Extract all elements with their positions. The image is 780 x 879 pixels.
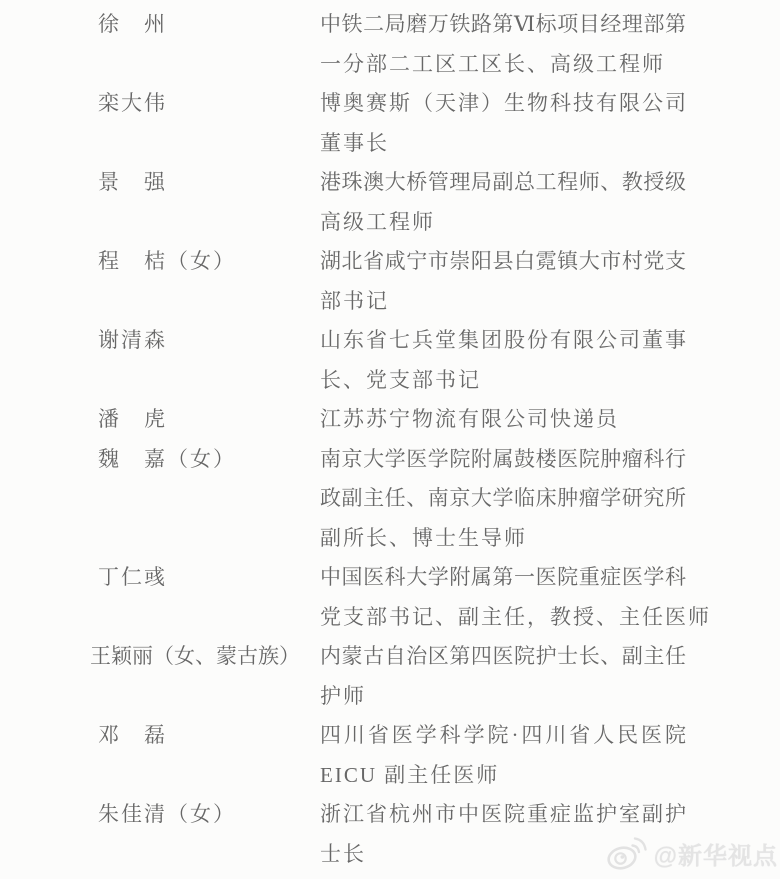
list-item: [98, 558, 780, 637]
title-line: 党支部书记、副主任，教授、主任医师: [320, 604, 711, 629]
person-name: 徐 州: [98, 12, 167, 36]
title-line: 南京大学医学院附属鼓楼医院肿瘤科行: [320, 446, 686, 471]
list-item: [98, 84, 780, 163]
person-title: [320, 163, 710, 242]
person-name: 王颖丽（女、蒙古族）: [90, 644, 300, 668]
title-line: 士长: [320, 841, 366, 866]
title-line: 博奥赛斯（天津）生物科技有限公司: [320, 91, 686, 115]
title-line: 副所长、博士生导师: [320, 525, 527, 550]
person-name: 景 强: [98, 170, 167, 194]
list-item: [98, 242, 780, 321]
person-title: [320, 242, 710, 321]
list-item: [98, 440, 780, 559]
title-line: 浙江省杭州市中医院重症监护室副护: [320, 802, 686, 826]
title-line: 内蒙古自治区第四医院护士长、副主任: [320, 644, 686, 668]
person-name: 谢清森: [98, 328, 167, 352]
title-line: EICU 副主任医师: [320, 762, 500, 787]
title-line: 高级工程师: [320, 209, 435, 234]
title-line: 港珠澳大桥管理局副总工程师、教授级: [320, 170, 686, 194]
person-title: [320, 637, 710, 716]
title-line: 四川省医学科学院·四川省人民医院: [320, 723, 686, 747]
person-title: [320, 5, 710, 84]
person-title: [320, 716, 710, 795]
title-line: 董事长: [320, 130, 389, 155]
person-name: 丁仁彧: [98, 565, 167, 589]
person-name: 程 桔（女）: [98, 249, 236, 273]
person-name: 魏 嘉（女）: [98, 446, 236, 471]
list-item: [98, 400, 780, 440]
title-line: 中铁二局磨万铁路第Ⅵ标项目经理部第: [320, 12, 686, 36]
person-title: [320, 400, 710, 440]
list-item: [98, 795, 780, 874]
title-line: 长、党支部书记: [320, 367, 481, 392]
person-name: 潘 虎: [98, 407, 167, 431]
title-line: 湖北省咸宁市崇阳县白霓镇大市村党支: [320, 249, 686, 273]
list-item: [98, 716, 780, 795]
person-name: 邓 磊: [98, 723, 167, 747]
list-item: [98, 5, 780, 84]
person-title: [320, 795, 710, 874]
title-line: 部书记: [320, 288, 389, 313]
person-title: [320, 558, 710, 637]
person-title: [320, 440, 710, 559]
list-item: [98, 163, 780, 242]
person-name: 朱佳清（女）: [98, 802, 236, 826]
person-name: 栾大伟: [98, 91, 167, 115]
title-line: 一分部二工区工区长、高级工程师: [320, 51, 665, 76]
list-item: [90, 637, 780, 716]
person-title: [320, 321, 710, 400]
watermark-handle: @新华视点: [653, 842, 778, 870]
title-line: 护师: [320, 683, 366, 708]
list-item: [98, 321, 780, 400]
title-line: 中国医科大学附属第一医院重症医学科: [320, 565, 686, 589]
person-title: [320, 84, 710, 163]
title-line: 政副主任、南京大学临床肿瘤学研究所: [320, 486, 686, 510]
title-line: 山东省七兵堂集团股份有限公司董事: [320, 328, 686, 352]
commendation-list: [90, 5, 780, 874]
title-line: 江苏苏宁物流有限公司快递员: [320, 407, 619, 431]
